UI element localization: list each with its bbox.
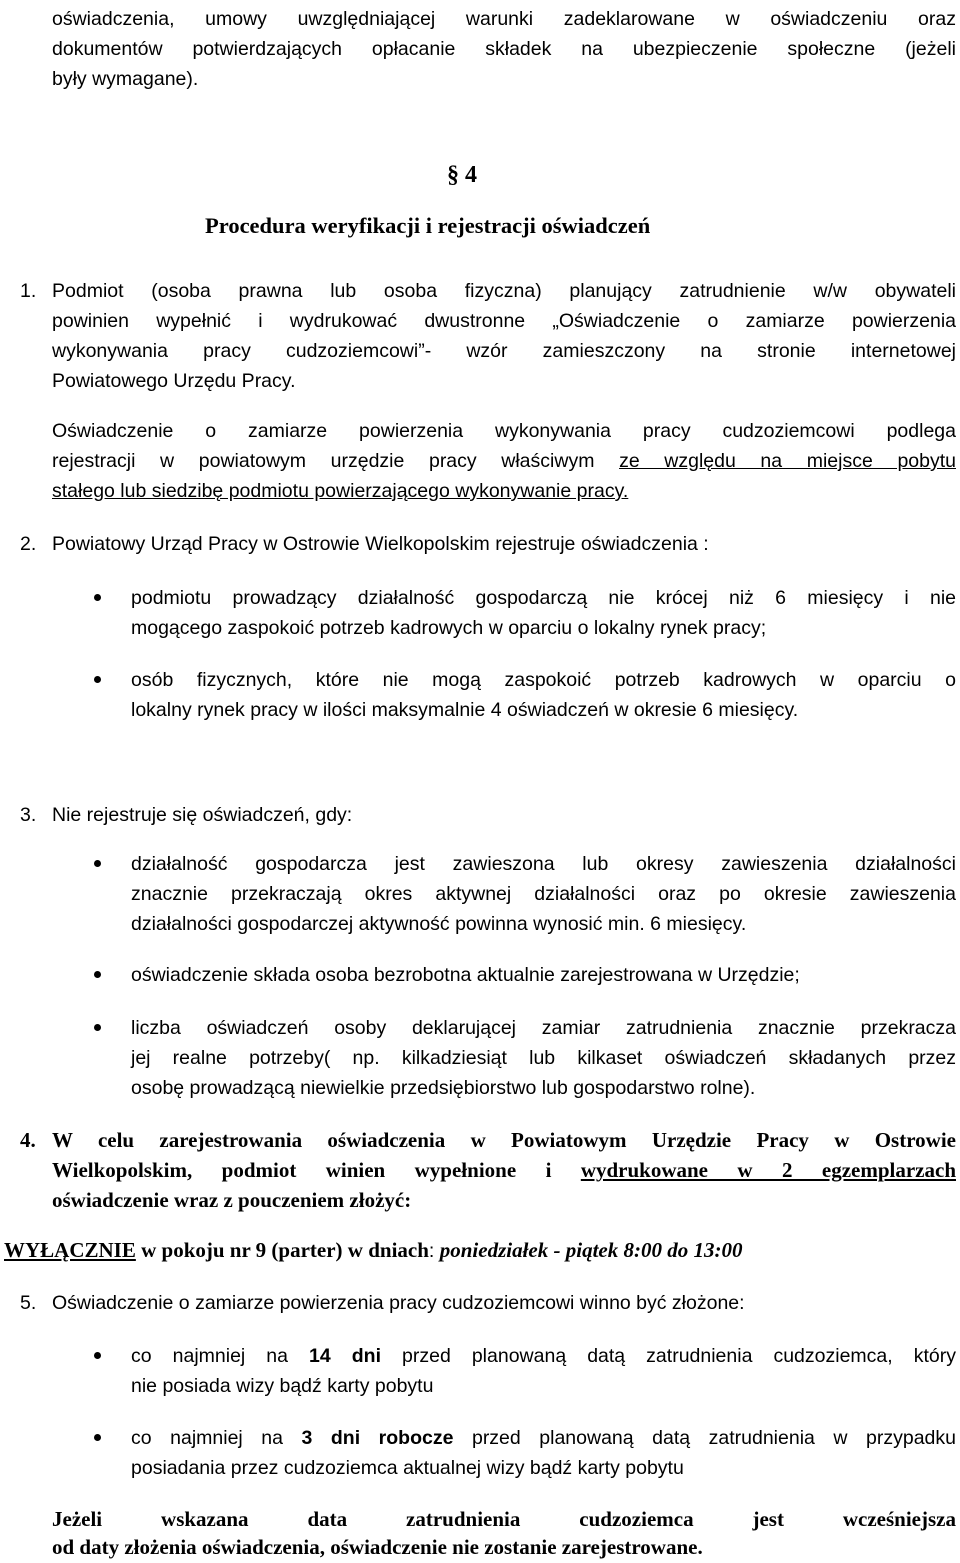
intro-line-1: oświadczenia, umowy uwzględniającej warunki zadeklarowane w oświadczeniu oraz (52, 8, 956, 30)
p1-line-2: powinien wypełnić i wydrukować dwustronne „Oświadczenie o zamiarze powierzenia (52, 310, 956, 332)
p3-number: 3. (20, 804, 37, 826)
section-title: Procedura weryfikacji i rejestracji oświadczeń (205, 213, 651, 238)
p3-bullet-3-line-2: jej realne potrzeby( np. kilkadziesiąt lub kilkaset oświadczeń składanych przez (131, 1047, 956, 1069)
p5-bullet-1-a: co najmniej na (131, 1345, 310, 1367)
bullet-icon (94, 1024, 101, 1031)
p3-text: Nie rejestruje się oświadczeń, gdy: (52, 804, 353, 826)
warning-line-2: od daty złożenia oświadczenia, oświadczenie nie zostanie zarejestrowane. (52, 1535, 703, 1559)
bullet-icon (94, 1352, 101, 1359)
p3-bullet-3-line-3: osobę prowadzącą niewielkie przedsiębiorstwo lub gospodarstwo rolne). (131, 1077, 756, 1099)
p1b-line-2-text: rejestracji w powiatowym urzędzie pracy właściwym (52, 450, 620, 472)
p1b-line-2-underlined: ze względu na miejsce pobytu (619, 450, 956, 472)
p5-bullet-1-days: 14 dni (309, 1345, 381, 1367)
p5-bullet-1-line-1 (131, 1341, 956, 1371)
p1b-line-1: Oświadczenie o zamiarze powierzenia wykonywania pracy cudzoziemcowi podlega (52, 420, 956, 442)
p5-bullet-1-line-2: nie posiada wizy bądź karty pobytu (131, 1375, 434, 1397)
p4-line-2 (52, 1155, 956, 1185)
p4-office-hours (4, 1235, 742, 1266)
bullet-icon (94, 971, 101, 978)
bullet-icon (94, 594, 101, 601)
p5-bullet-2-line-1 (131, 1423, 956, 1453)
p2-bullet-1-line-2: mogącego zaspokoić potrzeb kadrowych w oparciu o lokalny rynek pracy; (131, 617, 767, 639)
p5-bullet-2-a: co najmniej na (131, 1427, 302, 1449)
p4-line-3: oświadczenie wraz z pouczeniem złożyć: (52, 1188, 412, 1212)
bullet-icon (94, 860, 101, 867)
p2-bullet-2-line-2: lokalny rynek pracy w ilości maksymalnie 4 oświadczeń w okresie 6 miesięcy. (131, 699, 799, 721)
bullet-icon (94, 676, 101, 683)
intro-line-3: były wymagane). (52, 68, 199, 90)
p5-number: 5. (20, 1292, 37, 1314)
p4-line-2-text: Wielkopolskim, podmiot winien wypełnione i (52, 1158, 581, 1182)
p5-bullet-2-c: przed planowaną datą zatrudnienia w przypadku (453, 1427, 956, 1449)
p4-line-2-underlined: wydrukowane w 2 egzemplarzach (580, 1158, 956, 1182)
bullet-icon (94, 1434, 101, 1441)
p4-only-label: WYŁĄCZNIE (4, 1238, 136, 1262)
p1b-line-2 (52, 446, 956, 476)
p1-line-4: Powiatowego Urzędu Pracy. (52, 370, 296, 392)
p3-bullet-1-line-2: znacznie przekraczają okres aktywnej działalności oraz po okresie zawieszenia (131, 883, 956, 905)
p1-number: 1. (20, 280, 37, 302)
p5-bullet-1-c: przed planowaną datą zatrudnienia cudzoziemca, który (380, 1345, 956, 1367)
p1-line-3: wykonywania pracy cudzoziemcowi”- wzór zamieszczony na stronie internetowej (52, 340, 956, 362)
p2-bullet-1-line-1: podmiotu prowadzący działalność gospodarczą nie krócej niż 6 miesięcy i nie (131, 587, 956, 609)
p4-colon: : (428, 1240, 440, 1262)
p4-room: w pokoju nr 9 (parter) w dniach (135, 1238, 429, 1262)
p3-bullet-1-line-3: działalności gospodarczej aktywność powinna wynosić min. 6 miesięcy. (131, 913, 747, 935)
p2-text: Powiatowy Urząd Pracy w Ostrowie Wielkopolskim rejestruje oświadczenia : (52, 533, 709, 555)
intro-line-2: dokumentów potwierdzających opłacanie składek na ubezpieczenie społeczne (jeżeli (52, 38, 956, 60)
p3-bullet-2-line-1: oświadczenie składa osoba bezrobotna aktualnie zarejestrowana w Urzędzie; (131, 964, 800, 986)
p3-bullet-1-line-1: działalność gospodarcza jest zawieszona lub okresy zawieszenia działalności (131, 853, 956, 875)
p2-number: 2. (20, 533, 37, 555)
p5-text: Oświadczenie o zamiarze powierzenia pracy cudzoziemcowi winno być złożone: (52, 1292, 745, 1314)
p5-bullet-2-line-2: posiadania przez cudzoziemca aktualnej wizy bądź karty pobytu (131, 1457, 684, 1479)
p1b-line-3: stałego lub siedzibę podmiotu powierzającego wykonywanie pracy. (52, 480, 629, 502)
p5-bullet-2-days: 3 dni robocze (301, 1427, 454, 1449)
p3-bullet-3-line-1: liczba oświadczeń osoby deklarującej zamiar zatrudnienia znacznie przekracza (131, 1017, 956, 1039)
p1-line-1: Podmiot (osoba prawna lub osoba fizyczna) planujący zatrudnienie w/w obywateli (52, 280, 956, 302)
p4-number: 4. (20, 1128, 36, 1152)
p4-hours: poniedziałek - piątek 8:00 do 13:00 (439, 1238, 743, 1262)
warning-line-1: Jeżeli wskazana data zatrudnienia cudzoziemca jest wcześniejsza (52, 1507, 956, 1531)
p2-bullet-2-line-1: osób fizycznych, które nie mogą zaspokoić potrzeb kadrowych w oparciu o (131, 669, 956, 691)
p4-line-1: W celu zarejestrowania oświadczenia w Powiatowym Urzędzie Pracy w Ostrowie (52, 1128, 956, 1152)
section-number: § 4 (447, 162, 477, 188)
